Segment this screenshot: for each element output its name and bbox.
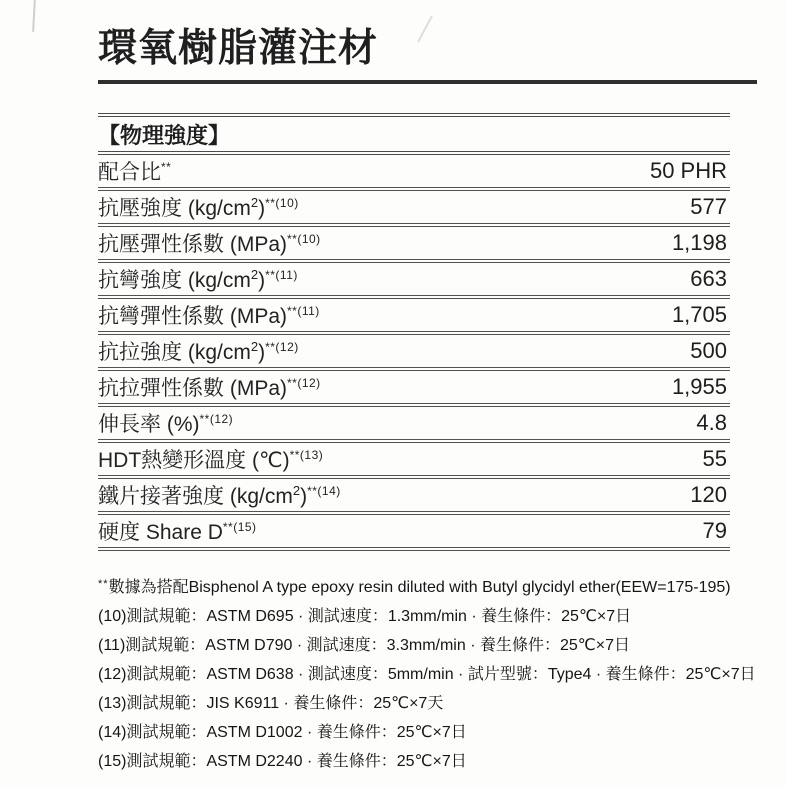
footnote-reference: ** (161, 160, 172, 174)
footnote-reference: **(10) (287, 232, 321, 246)
row-label: 抗彎強度 $(kg/cm^2)^{**(11)}$ (98, 267, 298, 292)
row-label: 抗壓彈性係數 (MPa)$^{**(10)}$ (98, 232, 321, 256)
footnote-reference: **(12) (199, 412, 234, 426)
footnote-reference: **(14) (307, 484, 341, 498)
footnote-line: (10)測試規範：ASTM D695 · 測試速度：1.3mm/min · 養生條件：25℃×7日 (98, 608, 632, 625)
table-row (98, 263, 730, 299)
footnote-reference: **(11) (265, 268, 298, 282)
unit-exponent: 2 (250, 267, 259, 282)
row-label: 配合比** (98, 160, 172, 184)
row-label: 鐵片接著強度 $(kg/cm^2)^{**(14)}$ (98, 483, 341, 508)
footnote-line: (11)測試規範：ASTM D790 · 測試速度：3.3mm/min · 養生條件：25℃×7日 (98, 637, 630, 654)
footnote-reference: **(13) (289, 448, 324, 462)
footnote-line: **數據為搭配Bisphenol A type epoxy resin diluted with Butyl glycidyl ether(EEW=175-195) (98, 578, 731, 596)
scan-artifact-corner (32, 0, 36, 32)
row-value: 500 (690, 338, 727, 363)
footnote-reference: **(15) (222, 520, 257, 534)
table-section-header: 【物理強度】 (98, 117, 730, 155)
table-row (98, 191, 730, 227)
unit-exponent: 2 (250, 195, 259, 210)
table-row (98, 335, 730, 371)
footnote-line: (15)測試規範：ASTM D2240 · 養生條件：25℃×7日 (98, 753, 467, 770)
footnotes (98, 574, 756, 777)
table-row (98, 371, 730, 407)
row-label: 硬度 Share $D^{**(15)}$ (98, 520, 257, 544)
footnote-line: (12)測試規範：ASTM D638 · 測試速度：5mm/min · 試片型號：Type4 · 養生條件：25℃×7日 (98, 666, 756, 683)
row-value: 79 (702, 518, 727, 543)
footnote-reference: **(12) (265, 340, 299, 354)
row-value: 1,198 (671, 230, 727, 255)
table-row (98, 443, 730, 479)
footnote-marker: ** (98, 578, 109, 590)
physical-strength-table (98, 113, 730, 551)
table-row (98, 515, 730, 551)
footnote-reference: **(12) (287, 376, 321, 390)
table-row (98, 155, 730, 191)
table-row (98, 299, 730, 335)
row-label: 抗拉彈性係數 (MPa)$^{**(12)}$ (98, 376, 321, 400)
row-value: 55 (702, 446, 727, 471)
page-title: 環氧樹脂灌注材 (98, 27, 379, 70)
footnote-line: (13)測試規範：JIS K6911 · 養生條件：25℃×7天 (98, 695, 444, 712)
document-page (98, 0, 758, 777)
row-value: 577 (690, 194, 727, 219)
table-row (98, 479, 730, 515)
table-row (98, 407, 730, 443)
row-value: 50 PHR (649, 158, 727, 183)
row-label: 伸長率 (%)$^{**(12)}$ (98, 412, 234, 436)
row-label: HDT熱變形溫度 (℃)$^{**(13)}$ (98, 448, 324, 472)
title-underline (98, 80, 757, 84)
table-body (98, 155, 730, 551)
row-value: 1,705 (671, 302, 727, 327)
footnote-line: (14)測試規範：ASTM D1002 · 養生條件：25℃×7日 (98, 724, 467, 741)
footnote-reference: **(10) (265, 196, 299, 210)
footnote-reference: **(11) (287, 304, 320, 318)
row-label: 抗拉強度 $(kg/cm^2)^{**(12)}$ (98, 339, 299, 364)
row-label: 抗彎彈性係數 (MPa)$^{**(11)}$ (98, 304, 320, 328)
unit-exponent: 2 (292, 483, 301, 498)
row-value: 663 (690, 266, 727, 291)
row-value: 1,955 (671, 374, 727, 399)
row-value: 120 (690, 482, 727, 507)
unit-exponent: 2 (250, 339, 259, 354)
table-row (98, 227, 730, 263)
row-label: 抗壓強度 $(kg/cm^2)^{**(10)}$ (98, 195, 299, 220)
row-value: 4.8 (696, 410, 727, 435)
